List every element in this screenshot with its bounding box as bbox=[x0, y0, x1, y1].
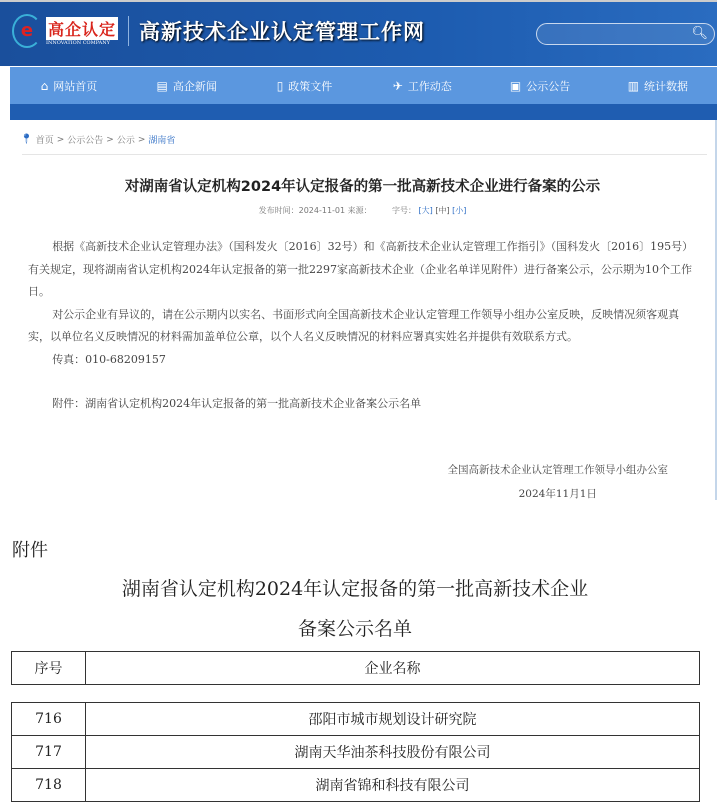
publish-info: 发布时间：2024-11-01 来源： bbox=[258, 206, 372, 215]
crumb-sep: > bbox=[106, 134, 114, 145]
table-header bbox=[11, 651, 700, 685]
font-large-link[interactable]: [大] bbox=[418, 206, 433, 215]
appendix-title: 湖南省认定机构2024年认定报备的第一批高新技术企业 bbox=[121, 578, 589, 600]
company-name: 湖南省锦和科技有限公司 bbox=[86, 769, 700, 802]
nav-notice[interactable] bbox=[481, 67, 599, 104]
logo[interactable] bbox=[12, 14, 425, 48]
paragraph: 根据《高新技术企业认定管理办法》（国科发火〔2016〕32号）和《高新技术企业认定管理工作指引》（国科发火〔2016〕195号）有关规定，现将湖南省认定机构2024年认定报备的第一批2297家高新技术企业（企业名单详见附件）进行备案公示，公示期为10个工作日。 bbox=[28, 240, 692, 298]
search-input[interactable] bbox=[536, 23, 715, 45]
nav-label: 统计数据 bbox=[644, 79, 689, 93]
font-size-label: 字号： bbox=[392, 206, 416, 215]
nav-label: 工作动态 bbox=[407, 79, 452, 93]
font-medium-link[interactable]: [中] bbox=[435, 206, 450, 215]
fax: 传真：010-68209157 bbox=[52, 352, 166, 366]
appendix-title-2: 备案公示名单 bbox=[297, 618, 412, 640]
nav-label: 公示公告 bbox=[526, 79, 571, 93]
col-company: 企业名称 bbox=[86, 652, 700, 685]
crumb-current[interactable]: 湖南省 bbox=[148, 136, 176, 146]
logo-mark-icon: e bbox=[12, 14, 42, 48]
nav-label: 高企新闻 bbox=[172, 79, 217, 93]
nav-label: 政策文件 bbox=[288, 79, 333, 93]
nav-policy[interactable] bbox=[246, 67, 364, 104]
paper-plane-icon: ✈ bbox=[392, 78, 403, 93]
nav-home[interactable] bbox=[10, 67, 128, 104]
font-small-link[interactable]: [小] bbox=[452, 206, 467, 215]
row-number: 716 bbox=[12, 703, 86, 736]
article-card bbox=[10, 120, 717, 500]
divider bbox=[128, 16, 129, 46]
home-icon: ⌂ bbox=[40, 78, 49, 93]
header-row bbox=[12, 652, 700, 685]
row-number: 717 bbox=[12, 736, 86, 769]
table-row bbox=[12, 736, 700, 769]
chart-icon: ▥ bbox=[627, 78, 640, 93]
site-header bbox=[0, 0, 717, 66]
divider bbox=[22, 154, 707, 155]
site-title: 高新技术企业认定管理工作网 bbox=[139, 19, 426, 44]
article-meta bbox=[10, 205, 715, 216]
document-icon: ▯ bbox=[276, 78, 284, 93]
table-row bbox=[12, 703, 700, 736]
article-body bbox=[28, 236, 693, 416]
nav-work[interactable] bbox=[363, 67, 481, 104]
row-number: 718 bbox=[12, 769, 86, 802]
company-name: 邵阳市城市规划设计研究院 bbox=[86, 703, 700, 736]
clipboard-icon: ▣ bbox=[509, 78, 522, 93]
logo-text: 高企认定 bbox=[46, 17, 118, 40]
crumb-public[interactable]: 公示 bbox=[116, 136, 135, 146]
nav-news[interactable] bbox=[128, 67, 246, 104]
breadcrumb bbox=[20, 133, 175, 146]
article-title: 对湖南省认定机构2024年认定报备的第一批高新技术企业进行备案的公示 bbox=[124, 179, 601, 195]
table-row bbox=[12, 769, 700, 802]
crumb-sep: > bbox=[56, 134, 65, 145]
nav-label: 网站首页 bbox=[53, 79, 98, 93]
news-icon: ▤ bbox=[156, 78, 168, 93]
signature-org: 全国高新技术企业认定管理工作领导小组办公室 bbox=[447, 464, 668, 476]
attachment-link[interactable]: 附件：湖南省认定机构2024年认定报备的第一批高新技术企业备案公示名单 bbox=[52, 397, 422, 410]
nav-stats[interactable] bbox=[599, 67, 717, 104]
signature-date: 2024年11月1日 bbox=[518, 488, 597, 500]
appendix-heading: 附件 bbox=[12, 540, 48, 561]
header-band bbox=[10, 104, 717, 120]
crumb-sep: > bbox=[137, 134, 146, 145]
logo-subtext: INNOVATION COMPANY bbox=[46, 39, 110, 46]
company-table bbox=[11, 702, 700, 802]
location-pin-icon: 📍︎ bbox=[20, 134, 33, 145]
col-number: 序号 bbox=[12, 652, 86, 685]
crumb-notice[interactable]: 公示公告 bbox=[67, 136, 104, 146]
crumb-home[interactable]: 首页 bbox=[35, 136, 54, 146]
signature bbox=[448, 458, 669, 506]
main-nav bbox=[10, 67, 717, 104]
company-name: 湖南天华油茶科技股份有限公司 bbox=[86, 736, 700, 769]
paragraph: 对公示企业有异议的，请在公示期内以实名、书面形式向全国高新技术企业认定管理工作领导小组办公室反映，反映情况须客观真实，以单位名义反映情况的材料需加盖单位公章，以个人名义反映情况的材料应署真实姓名并提供有效联系方式。 bbox=[28, 307, 680, 343]
search-icon[interactable]: 🔍︎ bbox=[691, 26, 708, 41]
